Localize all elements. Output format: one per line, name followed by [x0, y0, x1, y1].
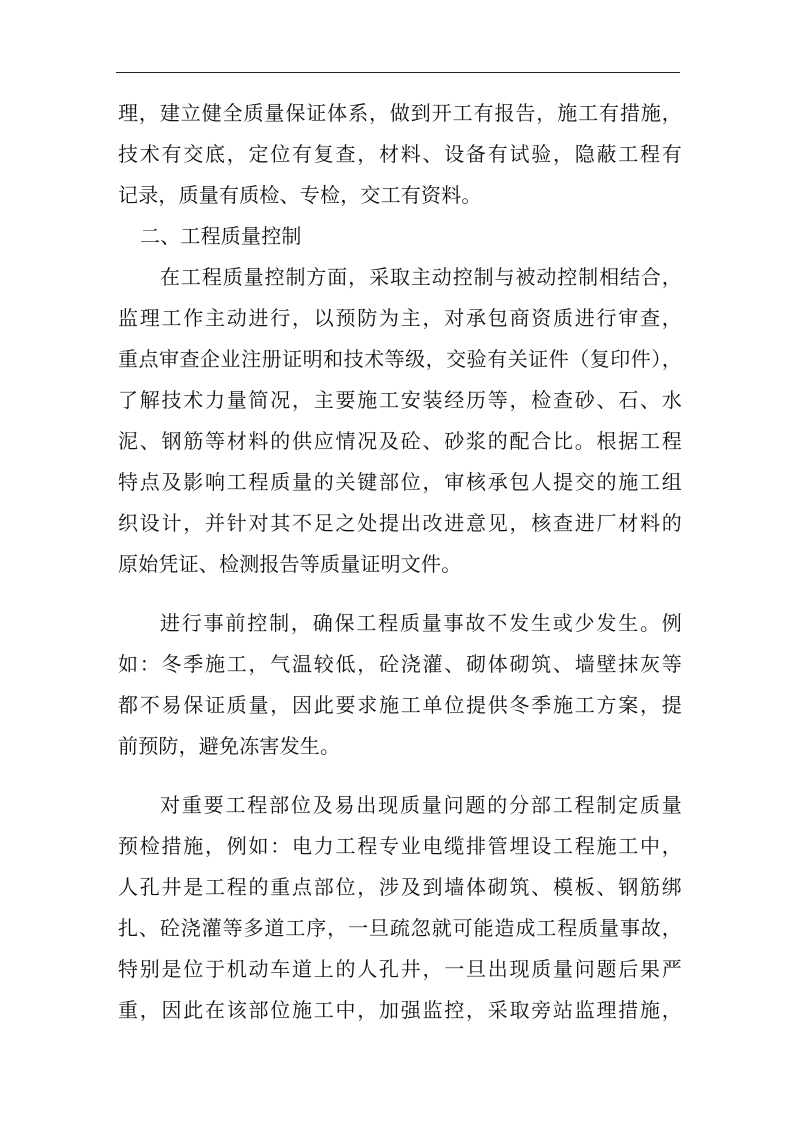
paragraph-2-line-3: 都不易保证质量，因此要求施工单位提供冬季施工方案，提 — [118, 693, 682, 717]
document-body — [118, 93, 682, 1031]
paragraph-3-line-2: 预检措施，例如：电力工程专业电缆排管埋设工程施工中， — [118, 834, 682, 858]
paragraph-1-line-6: 特点及影响工程质量的关键部位，审核承包人提交的施工组 — [118, 470, 682, 494]
paragraph-1-line-1: 在工程质量控制方面，采取主动控制与被动控制相结合， — [160, 265, 682, 289]
paragraph-3 — [118, 785, 682, 1031]
header-rule — [116, 72, 680, 73]
paragraph-1-line-4: 了解技术力量简况，主要施工安装经历等，检查砂、石、水 — [118, 388, 682, 412]
paragraph-2-line-4: 前预防，避免冻害发生。 — [118, 734, 341, 758]
paragraph-1-line-3: 重点审查企业注册证明和技术等级，交验有关证件（复印件）， — [118, 347, 682, 371]
paragraph-3-line-3: 人孔井是工程的重点部位，涉及到墙体砌筑、模板、钢筋绑 — [118, 875, 682, 899]
paragraph-1-line-7: 织设计，并针对其不足之处提出改进意见，核查进厂材料的 — [118, 511, 682, 535]
paragraph-3-line-5: 特别是位于机动车道上的人孔井，一旦出现质量问题后果严 — [118, 957, 682, 981]
paragraph-3-line-4: 扎、砼浇灌等多道工序，一旦疏忽就可能造成工程质量事故， — [118, 916, 682, 940]
intro-line-1: 理，建立健全质量保证体系，做到开工有报告，施工有措施， — [118, 101, 682, 125]
paragraph-1-line-8: 原始凭证、检测报告等质量证明文件。 — [118, 552, 462, 576]
intro-paragraph — [118, 93, 682, 216]
paragraph-1-line-2: 监理工作主动进行，以预防为主，对承包商资质进行审查， — [118, 306, 682, 330]
paragraph-2-line-1: 进行事前控制，确保工程质量事故不发生或少发生。例 — [160, 611, 682, 635]
section-heading: 二、工程质量控制 — [140, 224, 302, 248]
paragraph-spacer — [118, 767, 682, 785]
paragraph-3-line-1: 对重要工程部位及易出现质量问题的分部工程制定质量 — [160, 793, 682, 817]
intro-line-2: 技术有交底，定位有复查，材料、设备有试验，隐蔽工程有 — [118, 142, 682, 166]
paragraph-2 — [118, 603, 682, 767]
intro-line-3: 记录，质量有质检、专检，交工有资料。 — [118, 183, 482, 207]
paragraph-1 — [118, 257, 682, 585]
paragraph-1-line-5: 泥、钢筋等材料的供应情况及砼、砂浆的配合比。根据工程 — [118, 429, 682, 453]
paragraph-2-line-2: 如：冬季施工，气温较低，砼浇灌、砌体砌筑、墙壁抹灰等 — [118, 652, 682, 676]
paragraph-3-line-6: 重，因此在该部位施工中，加强监控，采取旁站监理措施， — [118, 998, 682, 1022]
paragraph-spacer — [118, 585, 682, 603]
